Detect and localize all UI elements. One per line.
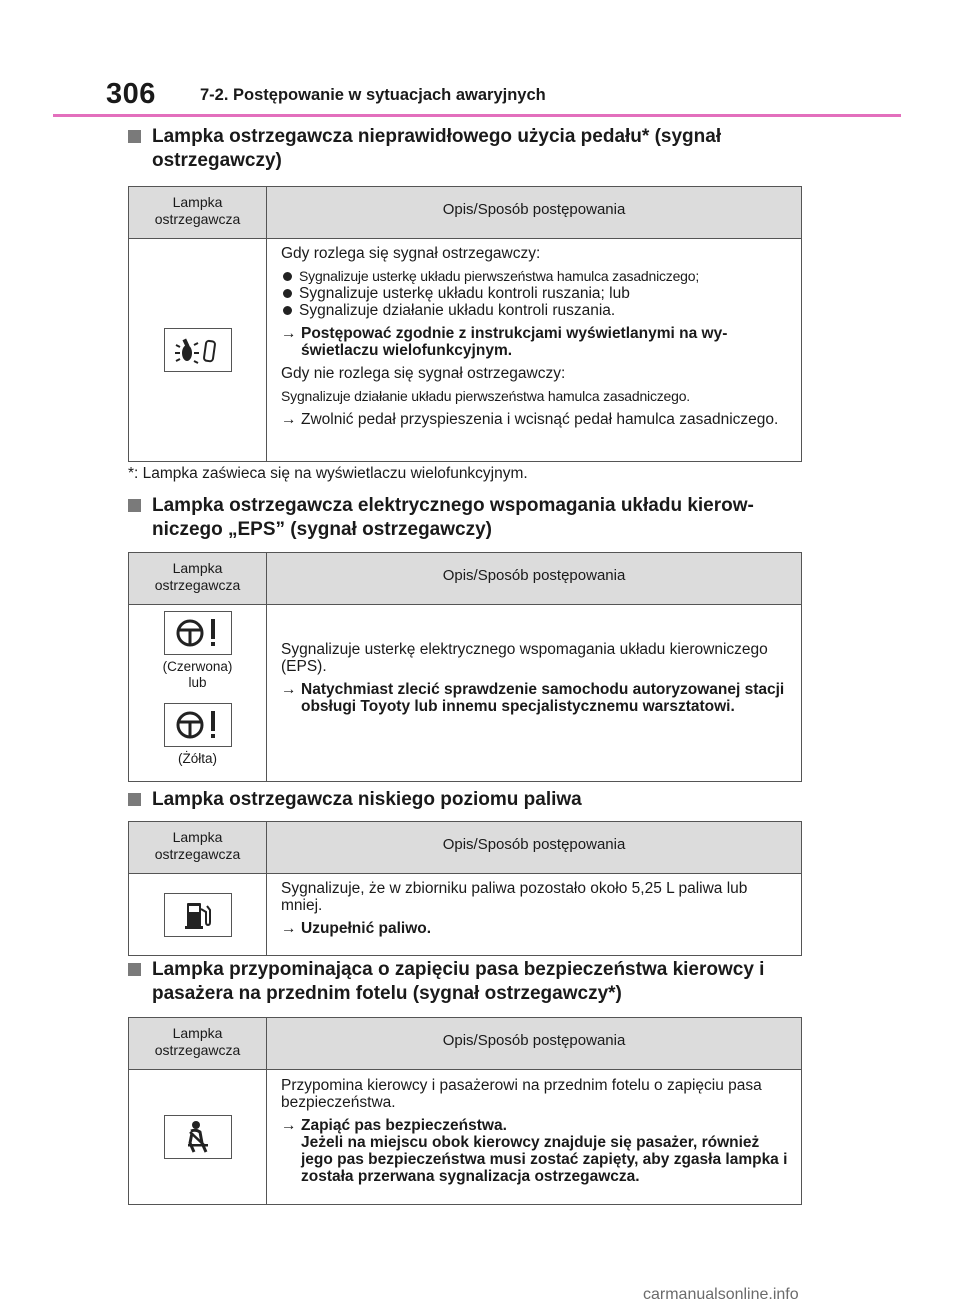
table-header — [129, 1018, 801, 1070]
table-header — [129, 822, 801, 874]
page-number: 306 — [106, 78, 156, 110]
section-square-icon — [128, 130, 141, 143]
footnote: *: Lampka zaświeca się na wyświetlaczu wielofunkcyjnym. — [128, 465, 528, 482]
table-fuel-warning — [128, 821, 802, 956]
lamp-cell — [129, 605, 267, 781]
steering-warning-icon — [164, 611, 232, 655]
table-seatbelt-warning — [128, 1017, 802, 1205]
table-header — [129, 187, 801, 239]
table-eps-warning — [128, 552, 802, 782]
table-row — [129, 239, 801, 461]
section-square-icon — [128, 963, 141, 976]
seatbelt-icon — [164, 1115, 232, 1159]
pedal-misuse-icon — [164, 328, 232, 372]
desc-cell: Sygnalizuje usterkę elektrycznego wspomagania układu kierowniczego (EPS). → Natychmiast zlecić sprawdzenie samochodu autoryzowanej stacji obsługi Toyoty lub innemu specjalistycznemu warsztatowi. — [281, 641, 785, 715]
lamp-cell — [129, 874, 267, 955]
col-header-desc: Opis/Sposób postępowania — [442, 567, 626, 584]
color-label-yellow: (Żółta) — [177, 751, 217, 766]
chapter-title: 7-2. Postępowanie w sytuacjach awaryjnych — [200, 86, 546, 104]
fuel-pump-icon — [164, 893, 232, 937]
watermark: carmanualsonline.info — [643, 1286, 799, 1303]
section-heading-fuel: Lampka ostrzegawcza niskiego poziomu paliwa — [128, 788, 808, 812]
col-header-lamp: Lampka ostrzegawcza — [129, 822, 267, 873]
col-header-lamp: Lampka ostrzegawcza — [129, 187, 267, 238]
table-pedal-warning — [128, 186, 802, 462]
section-heading-eps: Lampka ostrzegawcza elektrycznego wspomagania układu kierowniczego „EPS” (sygnał ostrzegawczy) — [128, 494, 808, 542]
table-row — [129, 874, 801, 955]
section-square-icon — [128, 793, 141, 806]
col-header-lamp: Lampka ostrzegawcza — [129, 1018, 267, 1069]
col-header-desc: Opis/Sposób postępowania — [442, 836, 626, 853]
section-heading-pedal: Lampka ostrzegawcza nieprawidłowego użycia pedału* (sygnał ostrzegawczy) — [128, 125, 808, 173]
col-header-lamp: Lampka ostrzegawcza — [129, 553, 267, 604]
lamp-cell — [129, 1070, 267, 1204]
col-header-desc: Opis/Sposób postępowania — [442, 1032, 626, 1049]
section-heading-seatbelt: Lampka przypominająca o zapięciu pasa bezpieczeństwa kierowcy i pasażera na przednim fotelu (sygnał ostrzegawczy*) — [128, 958, 808, 1006]
desc-cell: Przypomina kierowcy i pasażerowi na przednim fotelu o zapięciu pasa bezpieczeństwa. → Zapiąć pas bezpieczeństwa. Jeżeli na miejscu obok kierowcy znajduje się pasażer, również jego pas bezpieczeństwa musi zostać zapięty, aby zgasła lampka i została przerwana sygnalizacja ostrzegawcza. — [281, 1077, 788, 1185]
or-label: lub — [188, 675, 207, 690]
color-label-red: (Czerwona) — [162, 659, 233, 674]
col-header-desc: Opis/Sposób postępowania — [442, 201, 626, 218]
desc-cell: Gdy rozlega się sygnał ostrzegawczy: Sygnalizuje usterkę układu pierwszeństwa hamulca zasadniczego; Sygnalizuje usterkę układu kontroli ruszania; lub Sygnalizuje działanie układu kontroli ruszania. → Postępować zgodnie z instrukcjami wyświetlanymi na wyświetlaczu wielofunkcyjnym. Gdy nie rozlega się sygnał ostrzegawczy: Sygnalizuje działanie układu pierwszeństwa hamulca zasadniczego. → Zwolnić pedał przyspieszenia i wcisnąć pedał hamulca zasadniczego. — [267, 239, 801, 461]
header-divider — [53, 114, 901, 117]
lamp-cell — [129, 239, 267, 461]
table-row — [129, 1070, 801, 1204]
desc-cell: Sygnalizuje, że w zbiorniku paliwa pozostało około 5,25 L paliwa lub mniej. → Uzupełnić paliwo. — [281, 880, 748, 937]
steering-warning-icon — [164, 703, 232, 747]
table-header — [129, 553, 801, 605]
section-square-icon — [128, 499, 141, 512]
table-row — [129, 605, 801, 781]
